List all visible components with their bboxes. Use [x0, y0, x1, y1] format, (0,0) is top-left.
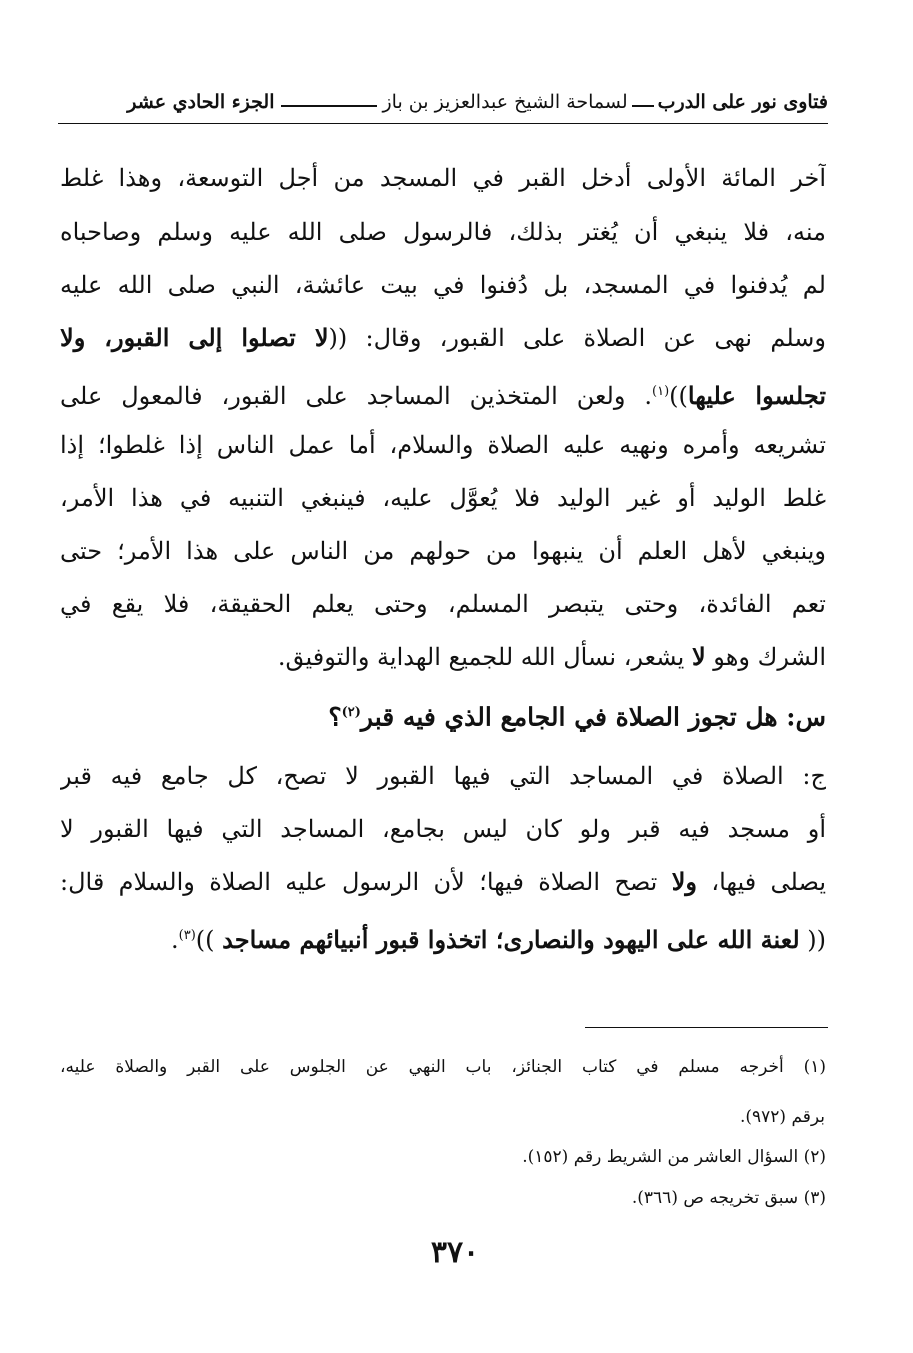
text-line — [60, 372, 826, 416]
header-separator — [632, 105, 654, 107]
text-run: الشرك وهو — [705, 643, 826, 671]
question-mark: ؟ — [328, 702, 342, 732]
text-line: تشريعه وأمره ونهيه عليه الصلاة والسلام، أما عمل الناس إذا غلطوا؛ إذا — [60, 431, 826, 459]
question-heading — [60, 693, 826, 737]
text-run: وسلم نهى عن الصلاة على القبور، وقال: (( — [328, 324, 826, 352]
text-run: يصلى فيها، — [696, 868, 826, 896]
text-line: أو مسجد فيه قبر ولو كان ليس بجامع، المساجد التي فيها القبور لا — [60, 815, 826, 843]
footnote-1: (١) أخرجه مسلم في كتاب الجنائز، باب النهي عن الجلوس على القبر والصلاة عليه، — [60, 1057, 826, 1077]
text-line: ج: الصلاة في المساجد التي فيها القبور لا تصح، كل جامع فيه قبر — [60, 762, 826, 790]
text-line: وينبغي لأهل العلم أن ينبهوا من حولهم من الناس على هذا الأمر؛ حتى — [60, 537, 826, 565]
text-line: تعم الفائدة، وحتى يتبصر المسلم، وحتى يعلم الحقيقة، فلا يقع في — [60, 590, 826, 618]
text-line — [60, 916, 826, 960]
text-run: (( — [799, 926, 826, 954]
header-book-title: فتاوى نور على الدرب — [657, 91, 828, 113]
text-line: آخر المائة الأولى أدخل القبر في المسجد من أجل التوسعة، وهذا غلط — [60, 164, 826, 192]
text-line: منه، فلا ينبغي أن يُغتر بذلك، فالرسول صلى الله عليه وسلم وصاحباه — [60, 218, 826, 246]
footnote-2: (٢) السؤال العاشر من الشريط رقم (١٥٢). — [522, 1147, 826, 1167]
header-volume: الجزء الحادي عشر — [127, 91, 275, 113]
text-run: )) — [195, 926, 223, 954]
page-number: ٣٧٠ — [430, 1235, 480, 1270]
hadith-quote: لعنة الله على اليهود والنصارى؛ اتخذوا قبور أنبيائهم مساجد — [222, 925, 800, 954]
header-rule — [58, 123, 828, 124]
text-line — [60, 862, 826, 902]
footnote-ref: (٢) — [341, 705, 361, 720]
text-line: غلط الوليد أو غير الوليد فلا يُعوَّل عليه، فينبغي التنبيه في هذا الأمر، — [60, 484, 826, 512]
header-author: لسماحة الشيخ عبدالعزيز بن باز — [382, 91, 628, 113]
footnote-separator — [585, 1027, 828, 1028]
text-run: )) — [669, 382, 688, 410]
text-run-bold: ولا — [671, 867, 697, 896]
text-run: . ولعن المتخذين المساجد على القبور، فالمعول على — [60, 382, 652, 410]
text-run: يشعر، نسأل الله للجميع الهداية والتوفيق. — [277, 643, 692, 671]
text-line: لم يُدفنوا في المسجد، بل دُفنوا في بيت عائشة، النبي صلى الله عليه — [60, 271, 826, 299]
text-run: . — [171, 926, 179, 954]
text-run: تصح الصلاة فيها؛ لأن الرسول عليه الصلاة والسلام قال: — [60, 868, 672, 896]
footnote-ref: (١) — [652, 384, 670, 399]
hadith-quote: لا تصلوا إلى القبور، ولا — [60, 323, 329, 352]
footnote-ref: (٣) — [178, 928, 196, 943]
question-text: س: هل تجوز الصلاة في الجامع الذي فيه قبر — [360, 702, 826, 732]
running-header — [58, 84, 828, 120]
hadith-quote: تجلسوا عليها — [687, 381, 826, 410]
text-run-bold: لا — [691, 642, 706, 671]
footnote-3: (٣) سبق تخريجه ص (٣٦٦). — [631, 1188, 826, 1208]
text-line — [60, 318, 826, 358]
header-separator-line — [281, 105, 377, 107]
footnote-1-continued: برقم (٩٧٢). — [739, 1107, 825, 1127]
text-line — [60, 637, 826, 677]
